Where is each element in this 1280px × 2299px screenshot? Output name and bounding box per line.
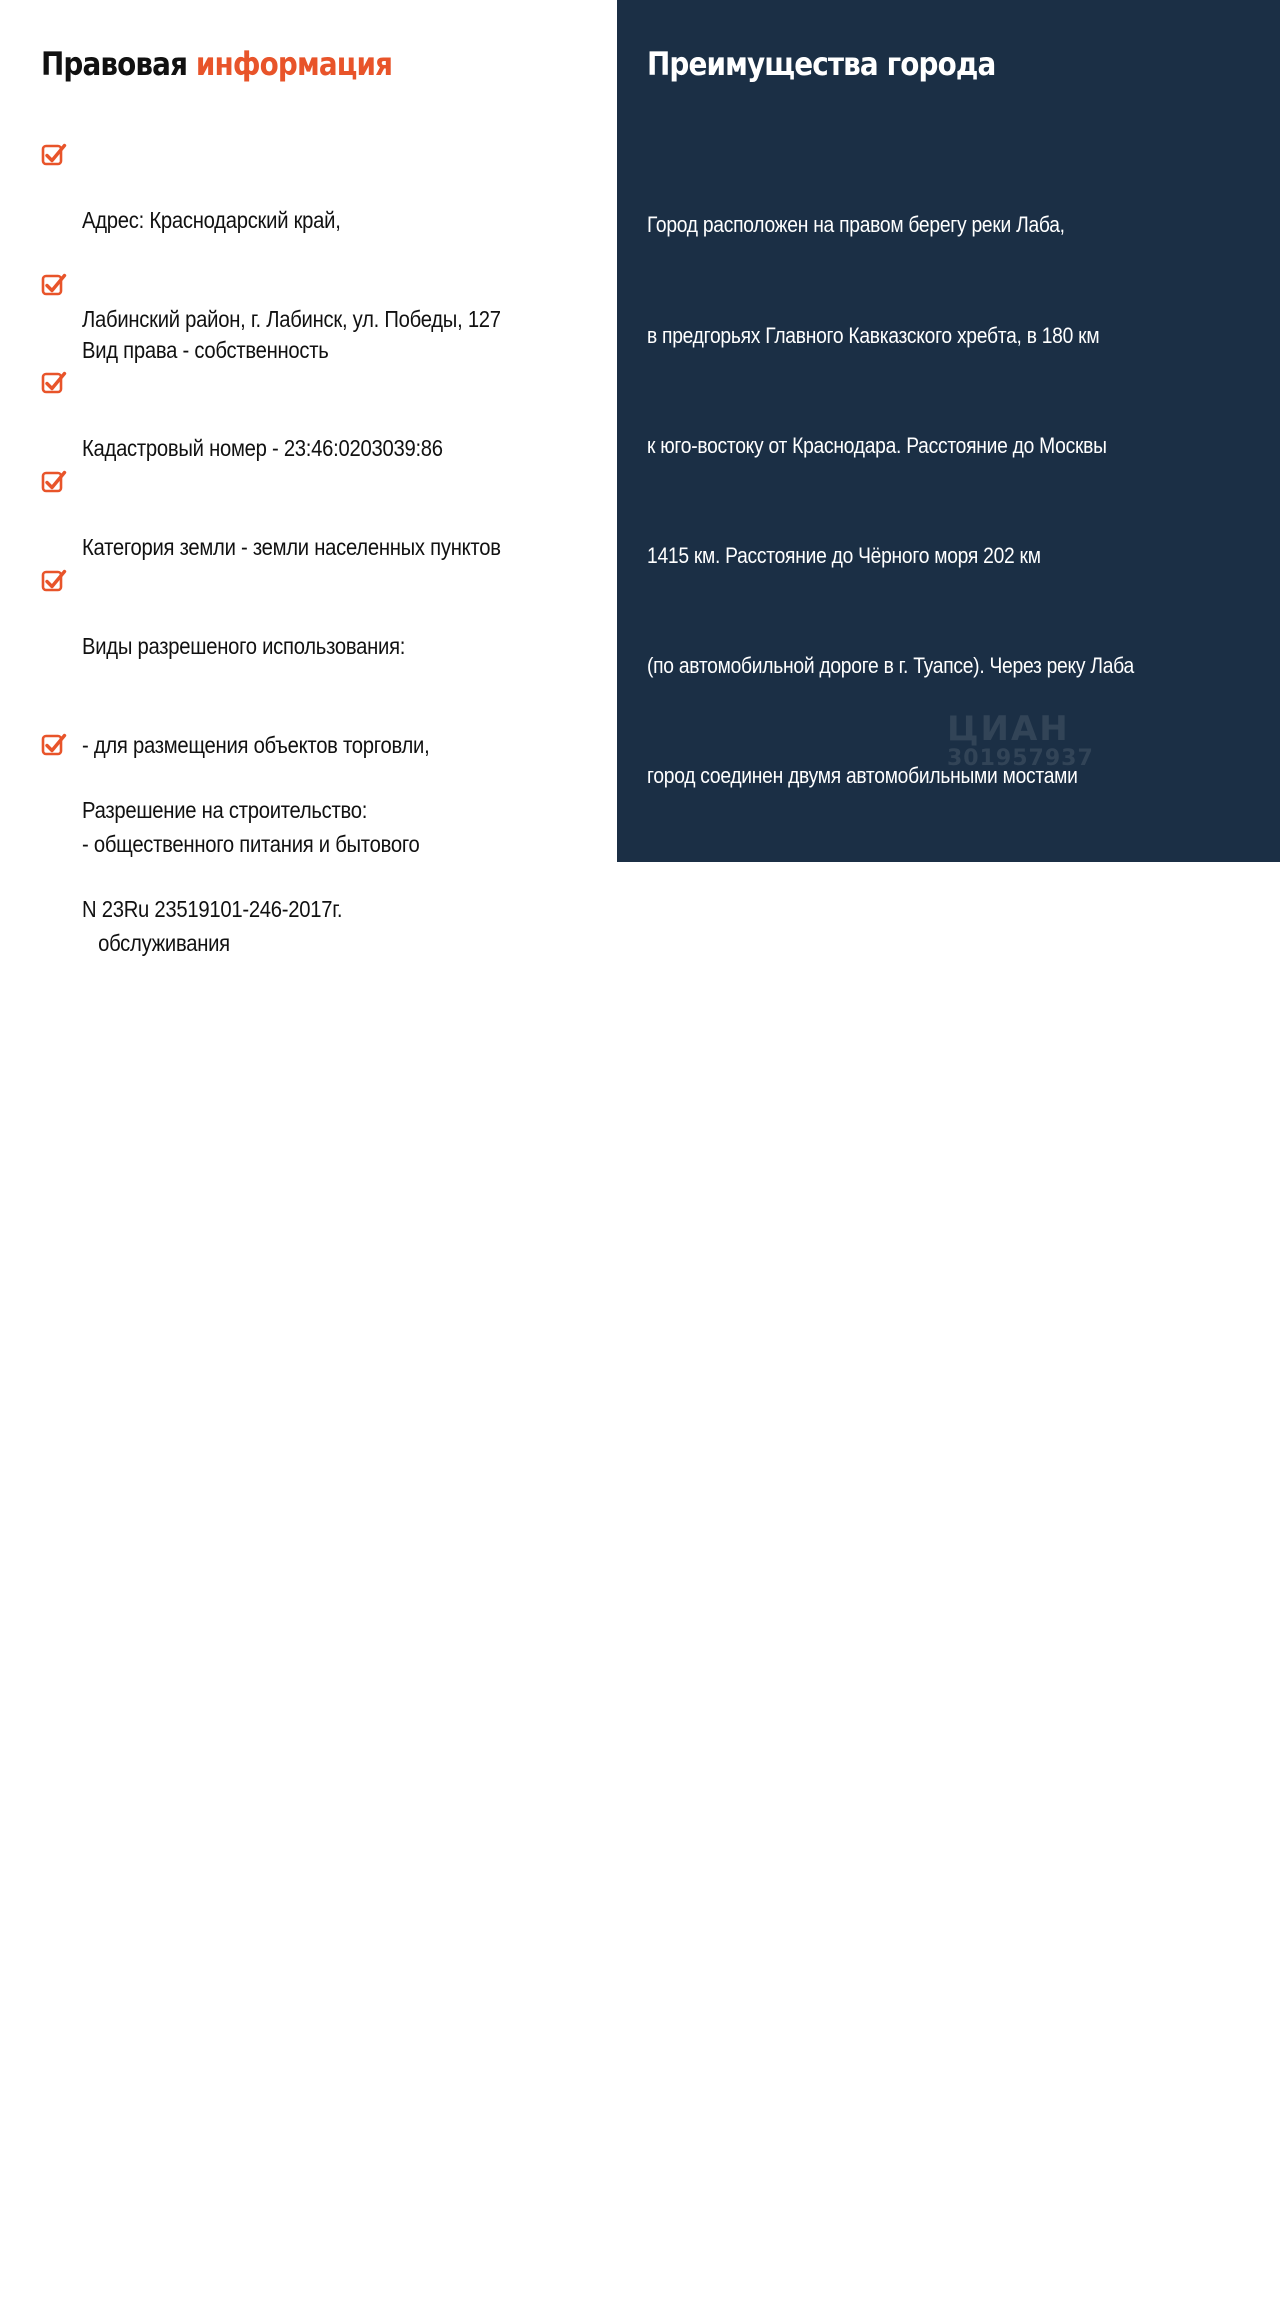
legal-item-line: Кадастровый номер - 23:46:0203039:86 <box>82 435 443 461</box>
checked-box-icon <box>41 142 67 168</box>
city-advantages-panel <box>617 0 1280 2220</box>
legal-item-line: Разрешение на строительство: <box>82 797 368 823</box>
city-text-line: школа Лидер. В Лабинске расположен стадион «Труд», <box>647 1864 1130 1890</box>
city-text-line: пассажирские перевозки практически во все направления <box>647 1093 1154 1119</box>
city-text-line: юга России, в том числе автобусное сообщение с Москвой. <box>647 1203 1165 1229</box>
legal-info-title-prefix: Правовая <box>41 45 188 83</box>
city-text-line: в предгорьях Главного Кавказского хребта, в 180 км <box>647 322 1100 348</box>
legal-item-line: Виды разрешеного использования: <box>82 633 406 659</box>
watermark-id: 301957937 <box>947 746 1094 771</box>
checked-box-icon <box>41 370 67 396</box>
legal-item-line: - для размещения объектов торговли, <box>82 732 430 758</box>
city-text-line: с Кошехабльским районом республики Адыгея. <box>647 873 1060 899</box>
checked-box-icon <box>41 732 67 758</box>
city-advantages-title: Преимущества города <box>647 45 996 83</box>
city-text-line: с плавательным бассейном, а также физкультурного <box>647 1974 1106 2000</box>
city-text-line: 1415 км. Расстояние до Чёрного моря 202 км <box>647 542 1041 568</box>
city-text-line: (по автомобильной дороге в г. Туапсе). Через реку Лаба <box>647 652 1134 678</box>
city-advantages-text <box>647 134 1165 2299</box>
legal-item-line: - общественного питания и бытового <box>82 831 420 857</box>
legal-item-line: обслуживания <box>82 930 230 956</box>
city-text-line: к юго-востоку от Краснодара. Расстояние до Москвы <box>647 432 1107 458</box>
city-text-line: В городе расположены 10 общеобразовательных школ, <box>647 1313 1133 1339</box>
legal-item-line: N 23Ru 23519101-246-2017г. <box>82 896 343 922</box>
legal-info-panel <box>0 0 617 956</box>
city-text-line: В городе находится автовокзал Лабинский, осуществляет <box>647 983 1151 1009</box>
legal-item-line: Адрес: Краснодарский край, <box>82 207 341 233</box>
city-text-line: город соединен двумя автомобильными мостами <box>647 762 1078 788</box>
legal-item-building-permit-text <box>82 728 367 992</box>
legal-item-line: Вид права - собственность <box>82 337 329 363</box>
checked-box-icon <box>41 272 67 298</box>
legal-item-line: Категория земли - земли населенных пунктов <box>82 534 501 560</box>
city-text-line: детская школа искусств. Детско-юношеская спортивная <box>647 1753 1135 1779</box>
city-text-line: Лабинский социально-технический техникум, а также <box>647 1643 1112 1669</box>
city-text-line: техникум (одно из старейших учебных заведений Кубани). <box>647 1533 1157 1559</box>
city-text-line: оздоровительный комплекс «Олимп». <box>647 2084 978 2110</box>
city-text-line: Город расположен на правом берегу реки Лаба, <box>647 212 1065 238</box>
legal-info-title <box>41 40 392 88</box>
legal-info-title-accent: информация <box>195 45 393 83</box>
city-text-line: Лабинский медицинский колледж, Лабинский аграрный <box>647 1423 1130 1449</box>
legal-item-line: Лабинский район, г. Лабинск, ул. Победы, 127 <box>82 306 501 332</box>
checked-box-icon <box>41 469 67 495</box>
watermark-logo: ЦИАН <box>947 709 1070 749</box>
city-text-line: Действуют различные детские спортивные секции. <box>647 2194 1091 2220</box>
watermark <box>947 709 1094 771</box>
checked-box-icon <box>41 568 67 594</box>
